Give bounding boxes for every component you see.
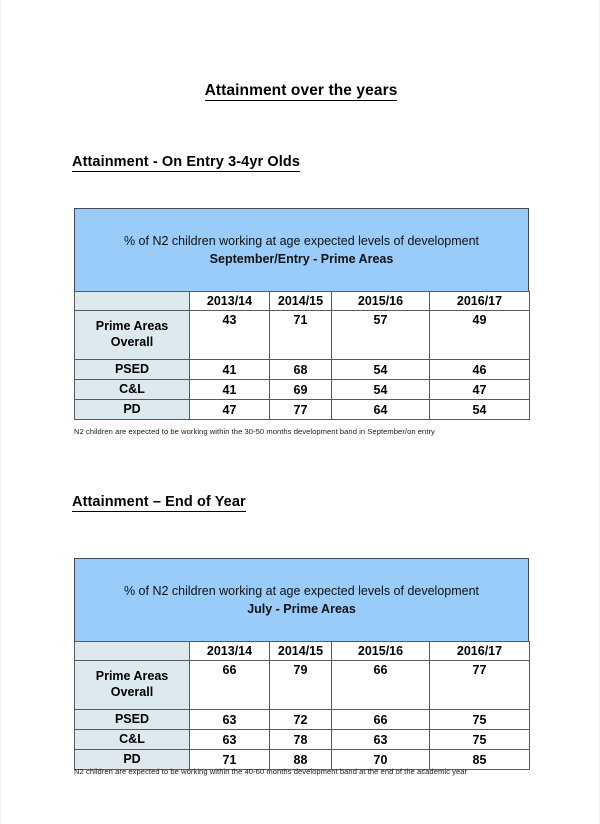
cell-value: 79 bbox=[270, 661, 332, 710]
cell-value: 49 bbox=[430, 311, 530, 360]
cell-value: 70 bbox=[332, 750, 430, 770]
section-heading-on-entry bbox=[72, 154, 300, 170]
cell-value: 85 bbox=[430, 750, 530, 770]
attainment-table-end-of-year bbox=[74, 558, 529, 770]
row-label-pd: PD bbox=[75, 400, 190, 420]
cell-value: 63 bbox=[190, 730, 270, 750]
cell-value: 66 bbox=[190, 661, 270, 710]
cell-value: 72 bbox=[270, 710, 332, 730]
table-row bbox=[75, 661, 530, 710]
table-row bbox=[75, 730, 530, 750]
column-header-2015-16: 2015/16 bbox=[332, 292, 430, 311]
table-row bbox=[75, 710, 530, 730]
section-heading-end-of-year bbox=[72, 494, 246, 510]
cell-value: 71 bbox=[270, 311, 332, 360]
cell-value: 63 bbox=[190, 710, 270, 730]
section-heading-end-of-year-text: Attainment – End of Year bbox=[72, 494, 246, 510]
table-header-band-on-entry bbox=[74, 208, 529, 292]
cell-value: 68 bbox=[270, 360, 332, 380]
table-corner-cell bbox=[75, 642, 190, 661]
table-row bbox=[75, 400, 530, 420]
page-title bbox=[1, 82, 600, 100]
table-header-row bbox=[75, 292, 530, 311]
cell-value: 78 bbox=[270, 730, 332, 750]
row-label-pd: PD bbox=[75, 750, 190, 770]
table-row bbox=[75, 311, 530, 360]
cell-value: 57 bbox=[332, 311, 430, 360]
row-label-cl: C&L bbox=[75, 730, 190, 750]
footnote-end-of-year: N2 children are expected to be working within the 40-60 months development band at the end of the academic year bbox=[74, 767, 468, 776]
cell-value: 66 bbox=[332, 661, 430, 710]
cell-value: 71 bbox=[190, 750, 270, 770]
page-title-text: Attainment over the years bbox=[204, 82, 398, 99]
column-header-2014-15: 2014/15 bbox=[270, 292, 332, 311]
column-header-2016-17: 2016/17 bbox=[430, 642, 530, 661]
cell-value: 77 bbox=[430, 661, 530, 710]
attainment-table-on-entry bbox=[74, 208, 529, 420]
cell-value: 63 bbox=[332, 730, 430, 750]
footnote-on-entry: N2 children are expected to be working within the 30-50 months development band in September/on entry bbox=[74, 427, 435, 436]
cell-value: 54 bbox=[332, 380, 430, 400]
table-row bbox=[75, 380, 530, 400]
column-header-2013-14: 2013/14 bbox=[190, 642, 270, 661]
column-header-2015-16: 2015/16 bbox=[332, 642, 430, 661]
band-subtitle-line: % of N2 children working at age expected levels of development bbox=[123, 583, 480, 598]
section-heading-on-entry-text: Attainment - On Entry 3-4yr Olds bbox=[72, 154, 300, 170]
table-corner-cell bbox=[75, 292, 190, 311]
table-header-band-end-of-year bbox=[74, 558, 529, 642]
cell-value: 66 bbox=[332, 710, 430, 730]
cell-value: 54 bbox=[332, 360, 430, 380]
column-header-2014-15: 2014/15 bbox=[270, 642, 332, 661]
cell-value: 43 bbox=[190, 311, 270, 360]
band-title-line: July - Prime Areas bbox=[247, 602, 356, 616]
table-row bbox=[75, 360, 530, 380]
cell-value: 75 bbox=[430, 710, 530, 730]
cell-value: 64 bbox=[332, 400, 430, 420]
row-label-prime-areas-overall: Prime Areas Overall bbox=[75, 311, 190, 360]
cell-value: 77 bbox=[270, 400, 332, 420]
row-label-prime-areas-overall: Prime Areas Overall bbox=[75, 661, 190, 710]
row-label-psed: PSED bbox=[75, 710, 190, 730]
cell-value: 41 bbox=[190, 380, 270, 400]
cell-value: 69 bbox=[270, 380, 332, 400]
row-label-cl: C&L bbox=[75, 380, 190, 400]
band-title-line: September/Entry - Prime Areas bbox=[209, 252, 394, 266]
cell-value: 54 bbox=[430, 400, 530, 420]
column-header-2016-17: 2016/17 bbox=[430, 292, 530, 311]
cell-value: 46 bbox=[430, 360, 530, 380]
cell-value: 47 bbox=[430, 380, 530, 400]
cell-value: 75 bbox=[430, 730, 530, 750]
column-header-2013-14: 2013/14 bbox=[190, 292, 270, 311]
row-label-psed: PSED bbox=[75, 360, 190, 380]
cell-value: 47 bbox=[190, 400, 270, 420]
data-table-on-entry bbox=[74, 291, 530, 420]
table-header-row bbox=[75, 642, 530, 661]
cell-value: 88 bbox=[270, 750, 332, 770]
cell-value: 41 bbox=[190, 360, 270, 380]
band-subtitle-line: % of N2 children working at age expected levels of development bbox=[123, 233, 480, 248]
data-table-end-of-year bbox=[74, 641, 530, 770]
